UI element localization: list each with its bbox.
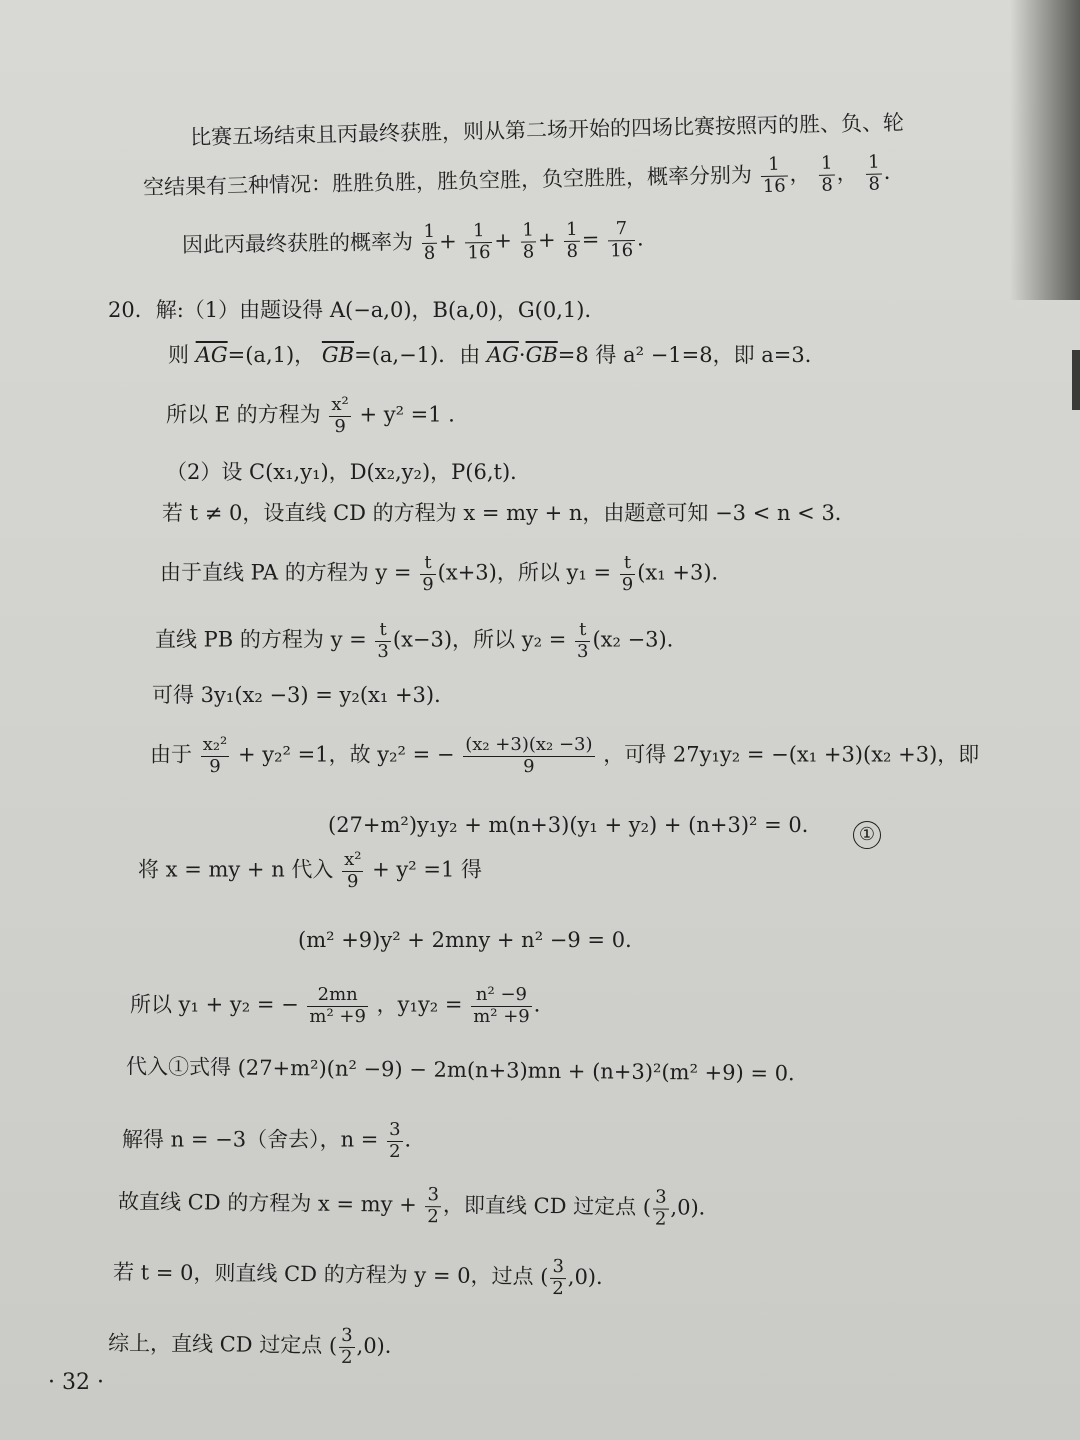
page-number: · 32 · [48, 1370, 104, 1395]
fraction [375, 620, 390, 662]
fraction-numerator: t [620, 553, 635, 575]
vector-ag: $\overline{AG}$ [195, 343, 228, 367]
fraction-numerator: 1 [866, 153, 882, 175]
fraction-denominator: 9 [334, 415, 346, 437]
text-segment: ,0)． [356, 1333, 406, 1359]
text-segment: ． [883, 159, 906, 185]
equation-number: ① [853, 821, 881, 849]
text-segment: (x+3)，所以 y₁ = [437, 560, 612, 585]
text-segment: 解得 n = −3（舍去），n = [122, 1127, 379, 1152]
fraction-denominator: 9 [523, 755, 535, 777]
fraction [421, 222, 437, 265]
fraction-numerator: 3 [389, 1119, 401, 1140]
text-segment: ． [404, 1127, 426, 1152]
text-segment: · [518, 343, 526, 367]
text-segment: 空结果有三种情况：胜胜负胜，胜负空胜，负空胜胜，概率分别为 [142, 162, 753, 200]
fraction-denominator: 9 [209, 755, 221, 777]
text-line-1: 比赛五场结束且丙最终获胜，则从第二场开始的四场比赛按照丙的胜、负、轮 [189, 110, 905, 150]
text-segment: 直线 PB 的方程为 y = [155, 627, 367, 652]
fraction-denominator: 2 [654, 1208, 667, 1230]
fraction-denominator: 9 [621, 573, 634, 595]
text-line-20 [113, 1252, 617, 1300]
fraction-numerator: x² [344, 849, 362, 870]
fraction-denominator: 16 [610, 239, 634, 262]
fraction [471, 985, 532, 1027]
text-line-9 [160, 553, 733, 595]
text-line-19 [118, 1182, 720, 1231]
fraction-numerator: 7 [608, 219, 635, 241]
fraction-numerator: 1 [564, 220, 580, 242]
text-segment: 因此丙最终获胜的概率为 [181, 229, 414, 258]
fraction-denominator: 3 [576, 640, 589, 662]
fraction [575, 620, 590, 662]
text-line-17: 代入①式得 (27+m²)(n² −9) − 2m(n+3)mn + (n+3)²(m² +9) = 0． [125, 1054, 810, 1086]
fraction-denominator: 2 [552, 1277, 564, 1299]
text-line-16 [130, 985, 555, 1027]
text-line-4: 20．解:（1）由题设得 A(−a,0)，B(a,0)，G(0,1)． [108, 298, 606, 322]
text-segment: =8 得 a² −1=8，即 a=3． [557, 343, 826, 367]
fraction-denominator: 8 [821, 174, 834, 196]
fraction-denominator: m² +9 [473, 1005, 530, 1027]
fraction-denominator: m² +9 [309, 1005, 366, 1027]
text-line-14 [138, 850, 482, 892]
text-segment: (x₂ −3)． [592, 627, 688, 652]
fraction [307, 985, 368, 1027]
fraction-numerator: t [375, 620, 390, 642]
text-segment: =(a,−1)．由 [354, 343, 481, 367]
fraction-numerator: 1 [819, 153, 835, 175]
equation-2: (m² +9)y² + 2mny + n² −9 = 0． [298, 928, 647, 952]
text-segment: ． [636, 226, 659, 251]
text-segment: ． [533, 992, 555, 1017]
fraction [339, 1326, 355, 1369]
book-binding-shadow [1010, 0, 1080, 300]
text-segment: ， [836, 160, 858, 186]
fraction-numerator: 3 [653, 1187, 669, 1209]
fraction-numerator: (x₂ +3)(x₂ −3) [465, 734, 593, 755]
fraction-denominator: 9 [422, 573, 434, 595]
text-segment: ，y₁y₂ = [376, 992, 463, 1017]
fraction [819, 153, 835, 196]
fraction-denominator: 2 [389, 1140, 401, 1162]
text-segment: + [494, 228, 513, 253]
text-line-2 [143, 152, 906, 210]
text-line-21 [108, 1323, 406, 1368]
fraction-denominator: 3 [377, 640, 389, 662]
text-segment: ，即直线 CD 过定点 ( [442, 1192, 652, 1220]
vector-gb: $\overline{GB}$ [321, 343, 355, 367]
text-segment: ，可得 27y₁y₂ = −(x₁ +3)(x₂ +3)，即 [603, 742, 980, 767]
fraction [608, 219, 635, 262]
fraction-denominator: 2 [427, 1205, 439, 1227]
fraction-numerator: 1 [465, 221, 492, 243]
text-segment: =(a,1)， [227, 343, 316, 367]
fraction-numerator: 3 [550, 1257, 566, 1279]
text-segment: $\overline{AG}$ [486, 343, 519, 367]
fraction-numerator: 3 [339, 1326, 355, 1348]
text-segment: 故直线 CD 的方程为 x = my + [117, 1189, 417, 1217]
fraction-numerator: 1 [520, 220, 536, 242]
text-segment: + [537, 227, 556, 253]
fraction-numerator: x² [331, 394, 349, 415]
text-segment: 所以 y₁ + y₂ = − [130, 992, 299, 1017]
fraction [420, 553, 435, 595]
text-segment: (x₁ +3)． [637, 560, 733, 585]
text-line-11: 可得 3y₁(x₂ −3) = y₂(x₁ +3)． [152, 683, 456, 707]
text-segment: ， [789, 161, 811, 187]
fraction-numerator: 3 [425, 1185, 441, 1207]
text-segment: (x−3)，所以 y₂ = [392, 627, 567, 652]
text-segment: ,0)． [567, 1264, 618, 1290]
text-line-6 [166, 395, 469, 437]
equation-1: (27+m²)y₁y₂ + m(n+3)(y₁ + y₂) + (n+3)² = 0． [328, 813, 823, 837]
text-segment: 所以 E 的方程为 [166, 402, 321, 427]
fraction [653, 1187, 669, 1230]
fraction-denominator: 2 [340, 1346, 353, 1368]
text-segment: $\overline{GB}$ [525, 343, 558, 367]
fraction-numerator: 2mn [307, 985, 368, 1007]
fraction [760, 154, 788, 197]
text-segment: 将 x = my + n 代入 [138, 857, 334, 882]
fraction-denominator: 9 [347, 870, 359, 892]
fraction-denominator: 16 [762, 175, 786, 197]
text-segment: ,0)． [670, 1195, 720, 1220]
text-segment: 则 [168, 343, 189, 367]
text-segment: + y₂² =1，故 y₂² = − [237, 742, 455, 767]
fraction [201, 735, 230, 777]
text-line-3 [182, 219, 659, 268]
fraction-denominator: 16 [467, 241, 491, 264]
fraction-numerator: 1 [421, 222, 437, 244]
fraction-numerator: n² −9 [471, 985, 532, 1007]
text-line-7: （2）设 C(x₁,y₁)，D(x₂,y₂)，P(6,t)． [166, 460, 532, 484]
fraction [387, 1120, 402, 1162]
fraction-numerator: t [420, 553, 435, 575]
text-segment: 由于直线 PA 的方程为 y = [160, 560, 412, 585]
text-line-5 [168, 345, 826, 366]
fraction-denominator: 8 [522, 241, 535, 263]
fraction-denominator: 8 [868, 173, 881, 195]
fraction-denominator: 8 [423, 242, 436, 264]
fraction [463, 735, 594, 777]
page-edge-mark [1072, 350, 1080, 410]
fraction [564, 220, 580, 263]
fraction [465, 221, 492, 264]
text-line-10 [155, 620, 688, 662]
fraction-numerator: 1 [760, 154, 787, 176]
text-segment: + y² =1 得 [372, 857, 483, 882]
text-segment: + [438, 229, 457, 254]
text-segment: 综上，直线 CD 过定点 ( [107, 1331, 338, 1358]
text-segment: 若 t = 0，则直线 CD 的方程为 y = 0，过点 ( [112, 1260, 549, 1289]
text-line-8: 若 t ≠ 0，设直线 CD 的方程为 x = my + n，由题意可知 −3 < n < 3． [162, 501, 856, 525]
fraction [550, 1257, 566, 1300]
fraction [520, 220, 536, 263]
fraction [620, 553, 635, 595]
fraction [866, 153, 882, 196]
fraction-denominator: 8 [566, 240, 579, 262]
text-segment: 由于 [150, 742, 192, 767]
fraction [329, 395, 350, 437]
fraction-numerator: t [575, 620, 590, 642]
fraction-numerator: x₂² [202, 734, 228, 755]
text-segment: = [581, 227, 600, 252]
fraction [342, 850, 363, 892]
fraction [425, 1185, 441, 1228]
text-line-12 [150, 735, 979, 777]
text-segment: + y² =1 ． [359, 402, 470, 427]
text-line-18 [122, 1120, 426, 1162]
